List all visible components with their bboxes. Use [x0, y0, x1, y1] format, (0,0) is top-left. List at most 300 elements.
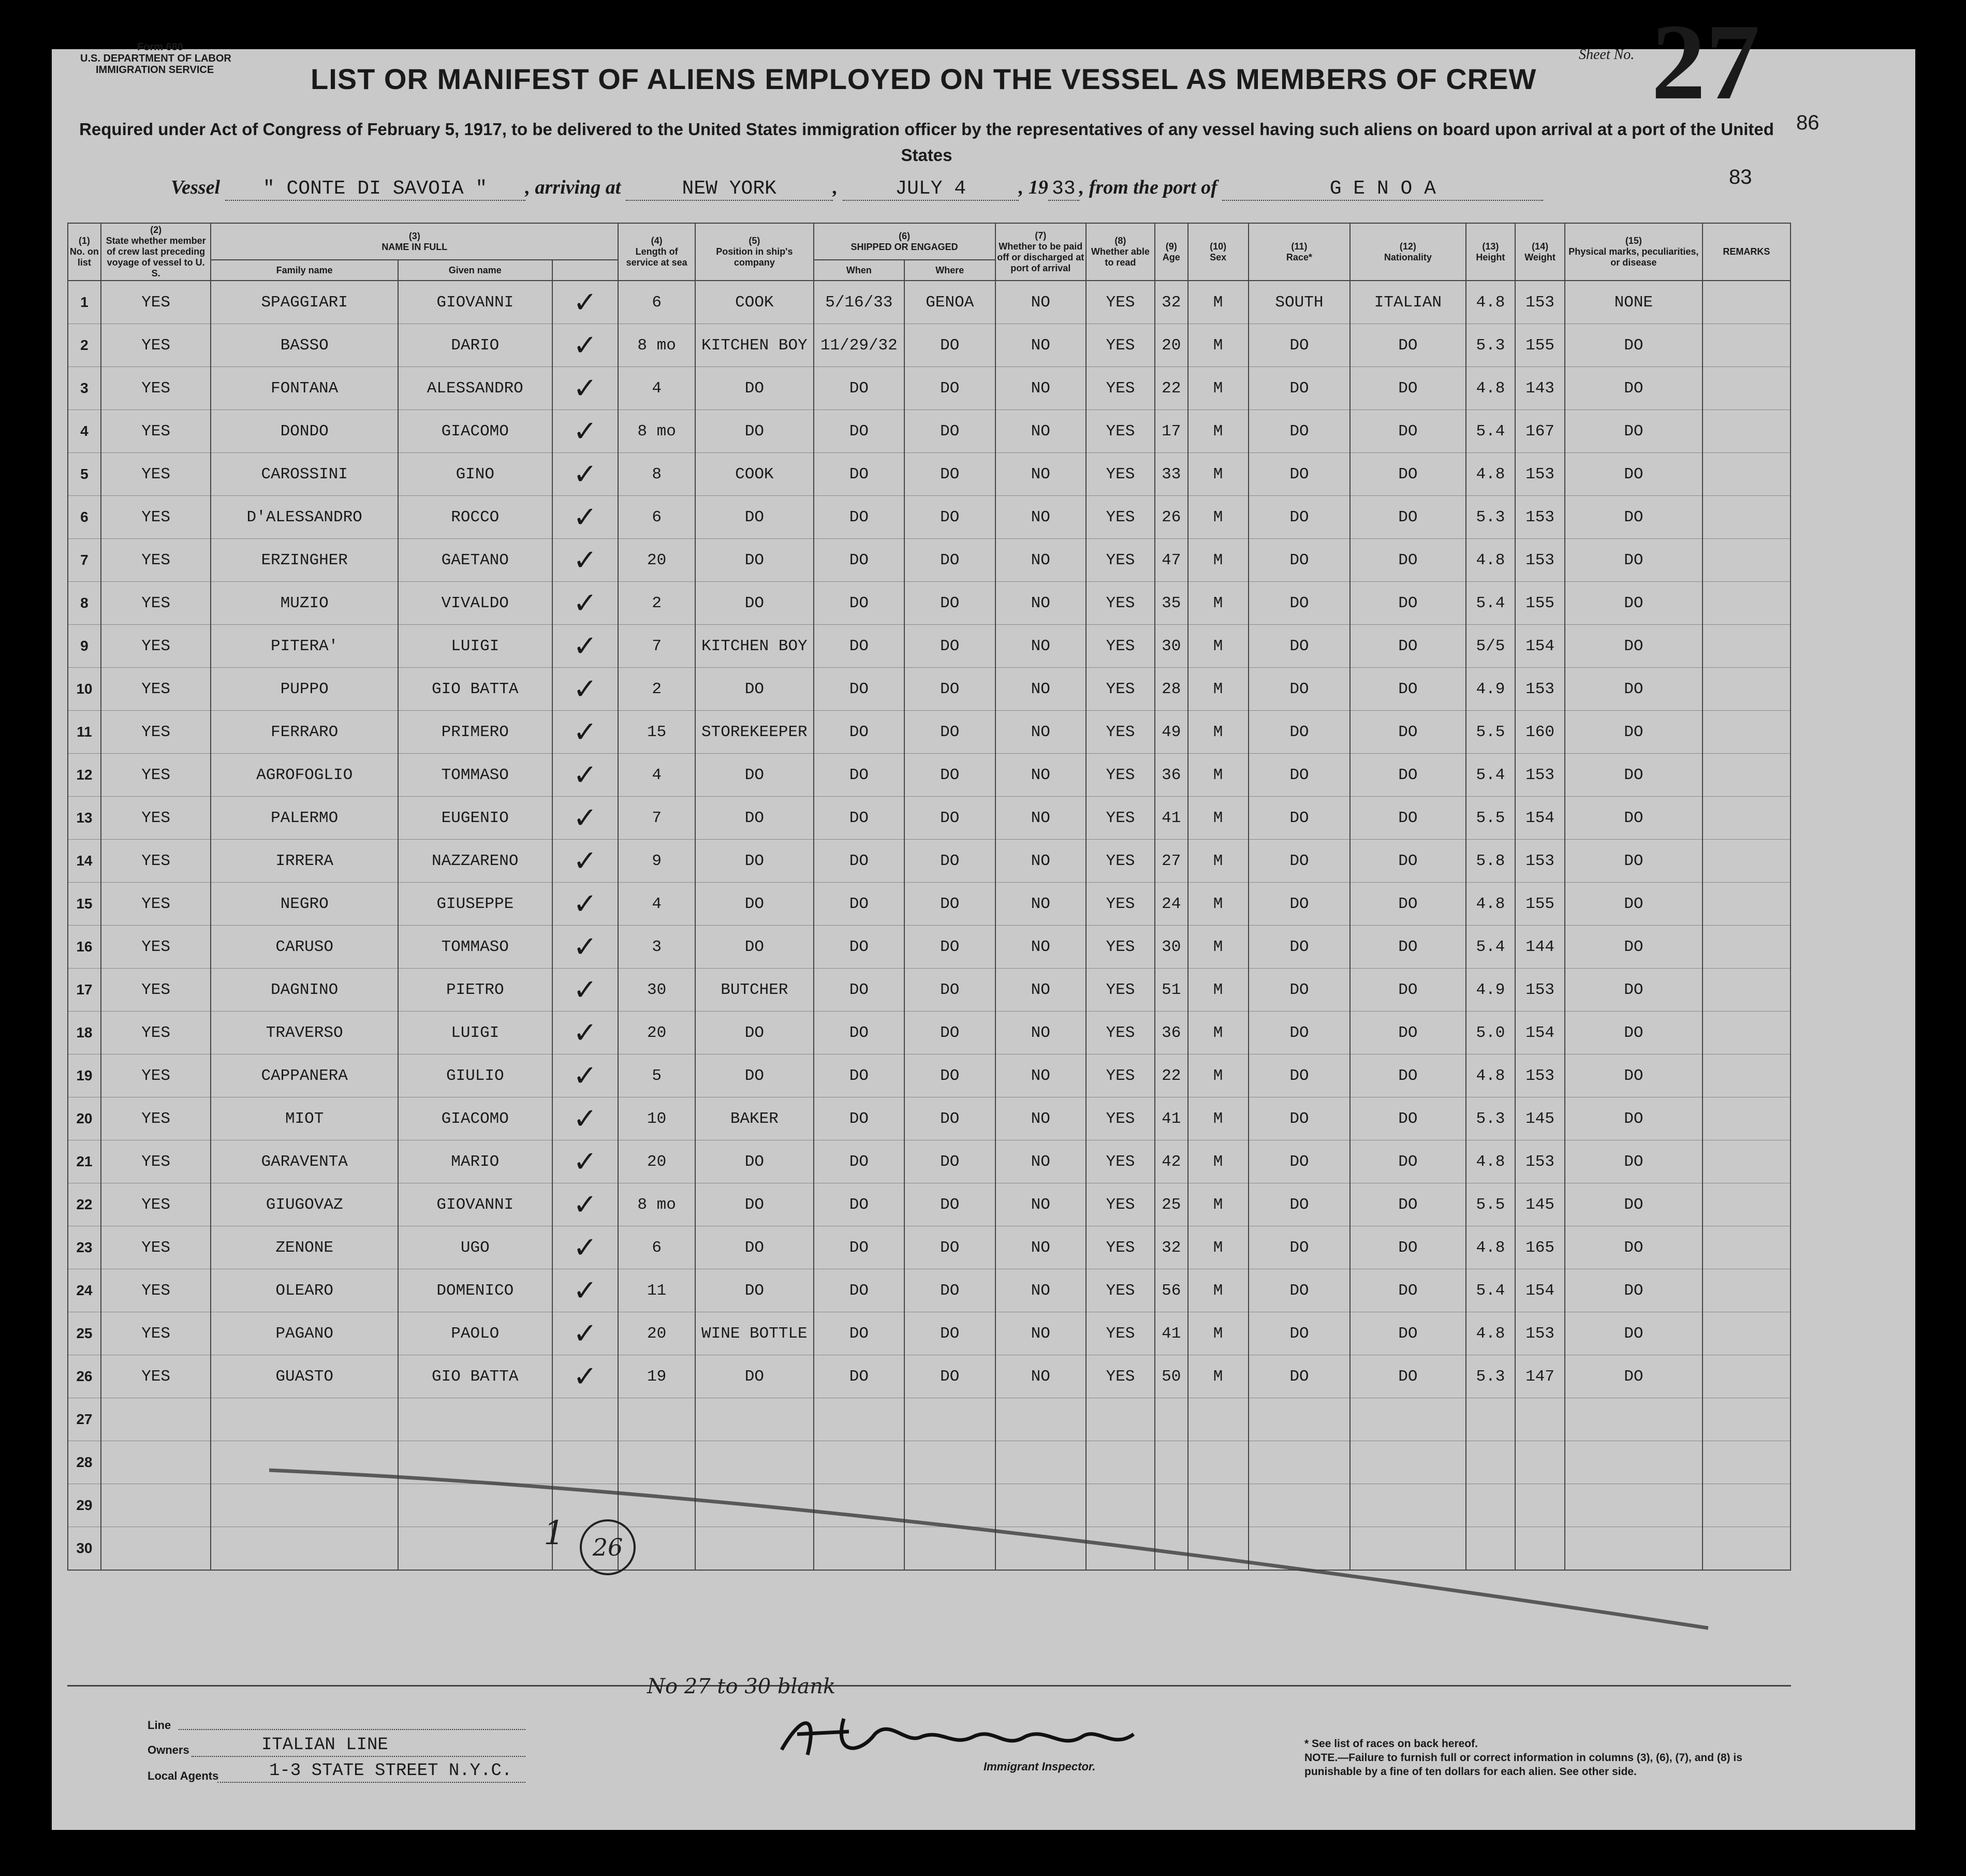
col-shipped-engaged: (6) SHIPPED OR ENGAGED — [814, 223, 995, 260]
cell-remarks — [1703, 711, 1791, 754]
cell-family: IRRERA — [211, 840, 398, 883]
cell-weight: 160 — [1515, 711, 1565, 754]
cell-read: YES — [1086, 1312, 1155, 1355]
cell-weight: 153 — [1515, 754, 1565, 797]
cell-read: YES — [1086, 883, 1155, 926]
local-agents-label: Local Agents — [148, 1769, 219, 1782]
cell-read: YES — [1086, 410, 1155, 453]
cell-paid: NO — [995, 582, 1086, 625]
cell-when: DO — [814, 1355, 904, 1398]
cell-height: 5/5 — [1466, 625, 1516, 668]
cell-service: 20 — [618, 1012, 695, 1054]
cell-age: 28 — [1155, 668, 1188, 711]
col-weight: (14) Weight — [1515, 223, 1565, 281]
cell-marks: DO — [1565, 1097, 1703, 1140]
cell-family: CARUSO — [211, 926, 398, 969]
cell-no: 8 — [68, 582, 101, 625]
cell-given: DOMENICO — [398, 1269, 552, 1312]
cell-check: ✓ — [552, 453, 619, 496]
cell-where: DO — [904, 1226, 995, 1269]
cell-race: DO — [1249, 969, 1351, 1012]
cell-height: 5.3 — [1466, 1097, 1516, 1140]
table-row — [68, 840, 1791, 883]
cell-weight: 153 — [1515, 1312, 1565, 1355]
cell-nationality: DO — [1350, 1012, 1465, 1054]
cell-height: 5.4 — [1466, 582, 1516, 625]
cell-prev: YES — [101, 1054, 211, 1097]
cell-height: 5.3 — [1466, 324, 1516, 367]
cell-marks: DO — [1565, 453, 1703, 496]
cell-check: ✓ — [552, 883, 619, 926]
cell-when: DO — [814, 539, 904, 582]
cell-sex: M — [1188, 496, 1249, 539]
cell-weight: 165 — [1515, 1226, 1565, 1269]
sheet-number: 27 — [1651, 2, 1760, 122]
cell-height: 4.8 — [1466, 281, 1516, 324]
cell-where: DO — [904, 496, 995, 539]
col-length-of-service: (4) Length of service at sea — [618, 223, 695, 281]
cell-paid: NO — [995, 969, 1086, 1012]
cell-prev: YES — [101, 840, 211, 883]
cell-where: DO — [904, 1140, 995, 1183]
cell-remarks — [1703, 324, 1791, 367]
cell-sex: M — [1188, 1183, 1249, 1226]
cell-remarks — [1703, 926, 1791, 969]
cell-race: DO — [1249, 1183, 1351, 1226]
cell-when: 11/29/32 — [814, 324, 904, 367]
table-row — [68, 324, 1791, 367]
cell-prev: YES — [101, 1140, 211, 1183]
cell-weight: 155 — [1515, 582, 1565, 625]
cell-remarks — [1703, 1355, 1791, 1398]
cell-read: YES — [1086, 926, 1155, 969]
cell-given: DARIO — [398, 324, 552, 367]
cell-family: PUPPO — [211, 668, 398, 711]
cell-nationality: DO — [1350, 883, 1465, 926]
cell-read: YES — [1086, 711, 1155, 754]
cell-read: YES — [1086, 1183, 1155, 1226]
cell-family: AGROFOGLIO — [211, 754, 398, 797]
cell-when: DO — [814, 1269, 904, 1312]
cell-nationality — [1350, 1398, 1465, 1441]
cell-read: YES — [1086, 625, 1155, 668]
cell-sex: M — [1188, 969, 1249, 1012]
col-paid-off: (7) Whether to be paid off or discharged at port of arrival — [995, 223, 1086, 281]
cell-sex: M — [1188, 1097, 1249, 1140]
cell-sex: M — [1188, 754, 1249, 797]
cell-nationality: DO — [1350, 1183, 1465, 1226]
cell-prev: YES — [101, 1226, 211, 1269]
cell-position: DO — [695, 926, 814, 969]
cell-marks: DO — [1565, 797, 1703, 840]
table-row — [68, 926, 1791, 969]
cell-nationality: DO — [1350, 1269, 1465, 1312]
cell-position: KITCHEN BOY — [695, 324, 814, 367]
cell-read: YES — [1086, 367, 1155, 410]
cell-read: YES — [1086, 539, 1155, 582]
service-name: IMMIGRATION SERVICE — [96, 64, 214, 76]
cell-when: DO — [814, 625, 904, 668]
cell-marks: DO — [1565, 754, 1703, 797]
cell-read: YES — [1086, 582, 1155, 625]
cell-remarks — [1703, 797, 1791, 840]
cell-where: DO — [904, 582, 995, 625]
cell-paid: NO — [995, 1054, 1086, 1097]
table-row — [68, 797, 1791, 840]
cell-no: 16 — [68, 926, 101, 969]
cell-remarks — [1703, 625, 1791, 668]
cell-position: WINE BOTTLE — [695, 1312, 814, 1355]
cell-no: 29 — [68, 1484, 101, 1527]
cell-no: 21 — [68, 1140, 101, 1183]
cell-position: DO — [695, 1269, 814, 1312]
cell-height: 4.8 — [1466, 539, 1516, 582]
cell-age: 32 — [1155, 281, 1188, 324]
cell-where: DO — [904, 797, 995, 840]
cell-service: 8 — [618, 453, 695, 496]
cell-nationality: DO — [1350, 324, 1465, 367]
cell-given: TOMMASO — [398, 926, 552, 969]
table-row — [68, 367, 1791, 410]
cell-nationality: DO — [1350, 754, 1465, 797]
table-row — [68, 1097, 1791, 1140]
cell-read: YES — [1086, 453, 1155, 496]
cell-height: 5.8 — [1466, 840, 1516, 883]
cell-weight: 154 — [1515, 797, 1565, 840]
cell-check: ✓ — [552, 711, 619, 754]
cell-age: 26 — [1155, 496, 1188, 539]
cell-remarks — [1703, 281, 1791, 324]
table-row — [68, 410, 1791, 453]
cell-read: YES — [1086, 754, 1155, 797]
cell-sex: M — [1188, 539, 1249, 582]
cell-where: DO — [904, 668, 995, 711]
cell-marks: DO — [1565, 1140, 1703, 1183]
cell-read: YES — [1086, 1097, 1155, 1140]
table-row — [68, 668, 1791, 711]
cell-service: 6 — [618, 1226, 695, 1269]
crew-manifest-table — [67, 223, 1791, 1571]
cell-marks: DO — [1565, 1355, 1703, 1398]
cell-race: DO — [1249, 1355, 1351, 1398]
cell-sex: M — [1188, 410, 1249, 453]
cell-read: YES — [1086, 1054, 1155, 1097]
column-number-row — [68, 223, 1791, 260]
line-label: Line — [148, 1719, 171, 1732]
cell-height: 5.5 — [1466, 1183, 1516, 1226]
cell-when: DO — [814, 840, 904, 883]
cell-sex: M — [1188, 1269, 1249, 1312]
cell-prev: YES — [101, 926, 211, 969]
departure-port: G E N O A — [1222, 178, 1543, 201]
col-given-name: Given name — [398, 260, 552, 281]
cell-read: YES — [1086, 281, 1155, 324]
col-nationality: (12) Nationality — [1350, 223, 1465, 281]
cell-given: NAZZARENO — [398, 840, 552, 883]
cell-paid: NO — [995, 1012, 1086, 1054]
cell-remarks — [1703, 1097, 1791, 1140]
from-label: , from the port of — [1079, 177, 1217, 198]
col-remarks: REMARKS — [1703, 223, 1791, 281]
cell-weight: 145 — [1515, 1097, 1565, 1140]
cell-service: 4 — [618, 367, 695, 410]
cell-where: DO — [904, 1355, 995, 1398]
cell-family: MIOT — [211, 1097, 398, 1140]
cell-height: 4.8 — [1466, 1312, 1516, 1355]
cell-race: DO — [1249, 883, 1351, 926]
cell-age: 50 — [1155, 1355, 1188, 1398]
immigrant-inspector-label: Immigrant Inspector. — [984, 1760, 1096, 1773]
cell-remarks — [1703, 1054, 1791, 1097]
cell-race: DO — [1249, 840, 1351, 883]
cell-weight: 154 — [1515, 625, 1565, 668]
owners-value: ITALIAN LINE — [261, 1735, 388, 1755]
cell-nationality: DO — [1350, 453, 1465, 496]
cell-read: YES — [1086, 324, 1155, 367]
cell-prev: YES — [101, 1269, 211, 1312]
cell-prev: YES — [101, 367, 211, 410]
cell-prev: YES — [101, 1183, 211, 1226]
cell-height: 5.0 — [1466, 1012, 1516, 1054]
cell-where: DO — [904, 883, 995, 926]
cell-position: DO — [695, 1012, 814, 1054]
cell-prev — [101, 1441, 211, 1484]
cell-check: ✓ — [552, 1269, 619, 1312]
cell-check: ✓ — [552, 1183, 619, 1226]
cell-check: ✓ — [552, 324, 619, 367]
cell-when: DO — [814, 1054, 904, 1097]
cell-service: 15 — [618, 711, 695, 754]
cell-where: DO — [904, 1054, 995, 1097]
cell-nationality: DO — [1350, 1140, 1465, 1183]
cell-when: DO — [814, 926, 904, 969]
cell-sex: M — [1188, 1012, 1249, 1054]
cell-race: SOUTH — [1249, 281, 1351, 324]
cell-marks: DO — [1565, 1269, 1703, 1312]
cell-no: 14 — [68, 840, 101, 883]
cell-when: DO — [814, 1012, 904, 1054]
cell-marks: DO — [1565, 496, 1703, 539]
col-race: (11) Race* — [1249, 223, 1351, 281]
cell-family: PALERMO — [211, 797, 398, 840]
cell-when — [814, 1398, 904, 1441]
table-row — [68, 539, 1791, 582]
cell-where: DO — [904, 711, 995, 754]
cell-weight: 167 — [1515, 410, 1565, 453]
cell-remarks — [1703, 1140, 1791, 1183]
cell-prev: YES — [101, 668, 211, 711]
cell-position: DO — [695, 840, 814, 883]
cell-paid: NO — [995, 1355, 1086, 1398]
cell-nationality: DO — [1350, 1355, 1465, 1398]
cell-remarks — [1703, 410, 1791, 453]
cell-service: 20 — [618, 1140, 695, 1183]
cell-paid: NO — [995, 410, 1086, 453]
penalty-note: NOTE.—Failure to furnish full or correct information in columns (3), (6), (7), and (8) is punishable by a fine of ten dollars for each alien. See other side. — [1304, 1752, 1742, 1778]
cell-when: DO — [814, 754, 904, 797]
cell-no: 9 — [68, 625, 101, 668]
cell-age: 47 — [1155, 539, 1188, 582]
cell-no: 10 — [68, 668, 101, 711]
cell-family: D'ALESSANDRO — [211, 496, 398, 539]
cell-where: DO — [904, 754, 995, 797]
table-row — [68, 969, 1791, 1012]
cell-family — [211, 1398, 398, 1441]
cell-age: 22 — [1155, 367, 1188, 410]
cell-service: 6 — [618, 281, 695, 324]
cell-read — [1086, 1398, 1155, 1441]
cell-prev: YES — [101, 281, 211, 324]
cell-no: 4 — [68, 410, 101, 453]
cell-marks: DO — [1565, 1226, 1703, 1269]
cell-prev: YES — [101, 410, 211, 453]
cell-given: ALESSANDRO — [398, 367, 552, 410]
table-row — [68, 711, 1791, 754]
cell-family: BASSO — [211, 324, 398, 367]
cell-height: 4.8 — [1466, 883, 1516, 926]
cell-paid: NO — [995, 1183, 1086, 1226]
cell-check: ✓ — [552, 1012, 619, 1054]
cell-prev: YES — [101, 883, 211, 926]
cell-service: 19 — [618, 1355, 695, 1398]
cell-position: DO — [695, 1226, 814, 1269]
cell-sex: M — [1188, 324, 1249, 367]
cell-race: DO — [1249, 582, 1351, 625]
cell-age: 24 — [1155, 883, 1188, 926]
cell-read: YES — [1086, 840, 1155, 883]
col-where: Where — [904, 260, 995, 281]
cell-marks: DO — [1565, 840, 1703, 883]
cell-nationality: DO — [1350, 711, 1465, 754]
cell-family: NEGRO — [211, 883, 398, 926]
table-row — [68, 625, 1791, 668]
cell-height: 5.3 — [1466, 1355, 1516, 1398]
cell-paid: NO — [995, 367, 1086, 410]
cell-weight: 153 — [1515, 453, 1565, 496]
year-prefix: , 19 — [1018, 177, 1048, 198]
cell-no: 27 — [68, 1398, 101, 1441]
cell-remarks — [1703, 539, 1791, 582]
cell-position: COOK — [695, 453, 814, 496]
cell-paid: NO — [995, 883, 1086, 926]
cell-paid: NO — [995, 625, 1086, 668]
cell-marks: DO — [1565, 1054, 1703, 1097]
cell-sex: M — [1188, 883, 1249, 926]
cell-prev: YES — [101, 324, 211, 367]
cell-service: 6 — [618, 496, 695, 539]
cell-prev — [101, 1484, 211, 1527]
table-row — [68, 1054, 1791, 1097]
cell-check: ✓ — [552, 1140, 619, 1183]
cell-nationality: DO — [1350, 797, 1465, 840]
cell-sex: M — [1188, 840, 1249, 883]
cell-sex: M — [1188, 711, 1249, 754]
footer-notes — [1304, 1737, 1770, 1779]
cell-remarks — [1703, 969, 1791, 1012]
cell-nationality: DO — [1350, 1054, 1465, 1097]
cell-family: OLEARO — [211, 1269, 398, 1312]
cell-position: DO — [695, 754, 814, 797]
cell-given: LUIGI — [398, 1012, 552, 1054]
table-row — [68, 1312, 1791, 1355]
table-row — [68, 1269, 1791, 1312]
cell-no: 1 — [68, 281, 101, 324]
cell-paid: NO — [995, 926, 1086, 969]
cell-age: 36 — [1155, 1012, 1188, 1054]
cell-family: FONTANA — [211, 367, 398, 410]
cell-nationality: DO — [1350, 1097, 1465, 1140]
cell-sex: M — [1188, 797, 1249, 840]
cell-weight: 153 — [1515, 1140, 1565, 1183]
cell-given: PIETRO — [398, 969, 552, 1012]
cell-marks: NONE — [1565, 281, 1703, 324]
cell-race: DO — [1249, 410, 1351, 453]
cell-position: COOK — [695, 281, 814, 324]
cell-position: DO — [695, 668, 814, 711]
table-row — [68, 496, 1791, 539]
cell-remarks — [1703, 840, 1791, 883]
cell-position: STOREKEEPER — [695, 711, 814, 754]
cell-height: 4.9 — [1466, 668, 1516, 711]
table-row — [68, 453, 1791, 496]
cell-service: 11 — [618, 1269, 695, 1312]
cell-family: SPAGGIARI — [211, 281, 398, 324]
cell-family: CAPPANERA — [211, 1054, 398, 1097]
cell-age: 41 — [1155, 1097, 1188, 1140]
cell-service: 3 — [618, 926, 695, 969]
cell-weight: 154 — [1515, 1269, 1565, 1312]
cell-position — [695, 1398, 814, 1441]
cell-position: DO — [695, 367, 814, 410]
col-height: (13) Height — [1466, 223, 1516, 281]
cell-no: 2 — [68, 324, 101, 367]
cell-weight: 153 — [1515, 281, 1565, 324]
cell-given: EUGENIO — [398, 797, 552, 840]
cell-check: ✓ — [552, 410, 619, 453]
cell-given: UGO — [398, 1226, 552, 1269]
cell-no: 30 — [68, 1527, 101, 1571]
cell-weight: 155 — [1515, 324, 1565, 367]
cell-read: YES — [1086, 969, 1155, 1012]
cell-race: DO — [1249, 625, 1351, 668]
cell-height: 5.4 — [1466, 1269, 1516, 1312]
cell-no: 11 — [68, 711, 101, 754]
cell-nationality: DO — [1350, 840, 1465, 883]
cell-when: DO — [814, 1226, 904, 1269]
cell-height: 4.8 — [1466, 1226, 1516, 1269]
cell-service: 2 — [618, 668, 695, 711]
cell-remarks — [1703, 1269, 1791, 1312]
cell-given: GIULIO — [398, 1054, 552, 1097]
cell-nationality: DO — [1350, 410, 1465, 453]
arrival-port: NEW YORK — [626, 178, 833, 201]
cell-race: DO — [1249, 1269, 1351, 1312]
cell-read: YES — [1086, 1355, 1155, 1398]
cell-where: DO — [904, 539, 995, 582]
cell-marks: DO — [1565, 410, 1703, 453]
cell-given: ROCCO — [398, 496, 552, 539]
cell-given: PRIMERO — [398, 711, 552, 754]
cell-paid: NO — [995, 496, 1086, 539]
cell-family: GIUGOVAZ — [211, 1183, 398, 1226]
cell-where: DO — [904, 324, 995, 367]
cell-check: ✓ — [552, 797, 619, 840]
cell-when: DO — [814, 969, 904, 1012]
cell-when: DO — [814, 668, 904, 711]
cell-race: DO — [1249, 711, 1351, 754]
cell-remarks — [1703, 582, 1791, 625]
cell-paid: NO — [995, 840, 1086, 883]
